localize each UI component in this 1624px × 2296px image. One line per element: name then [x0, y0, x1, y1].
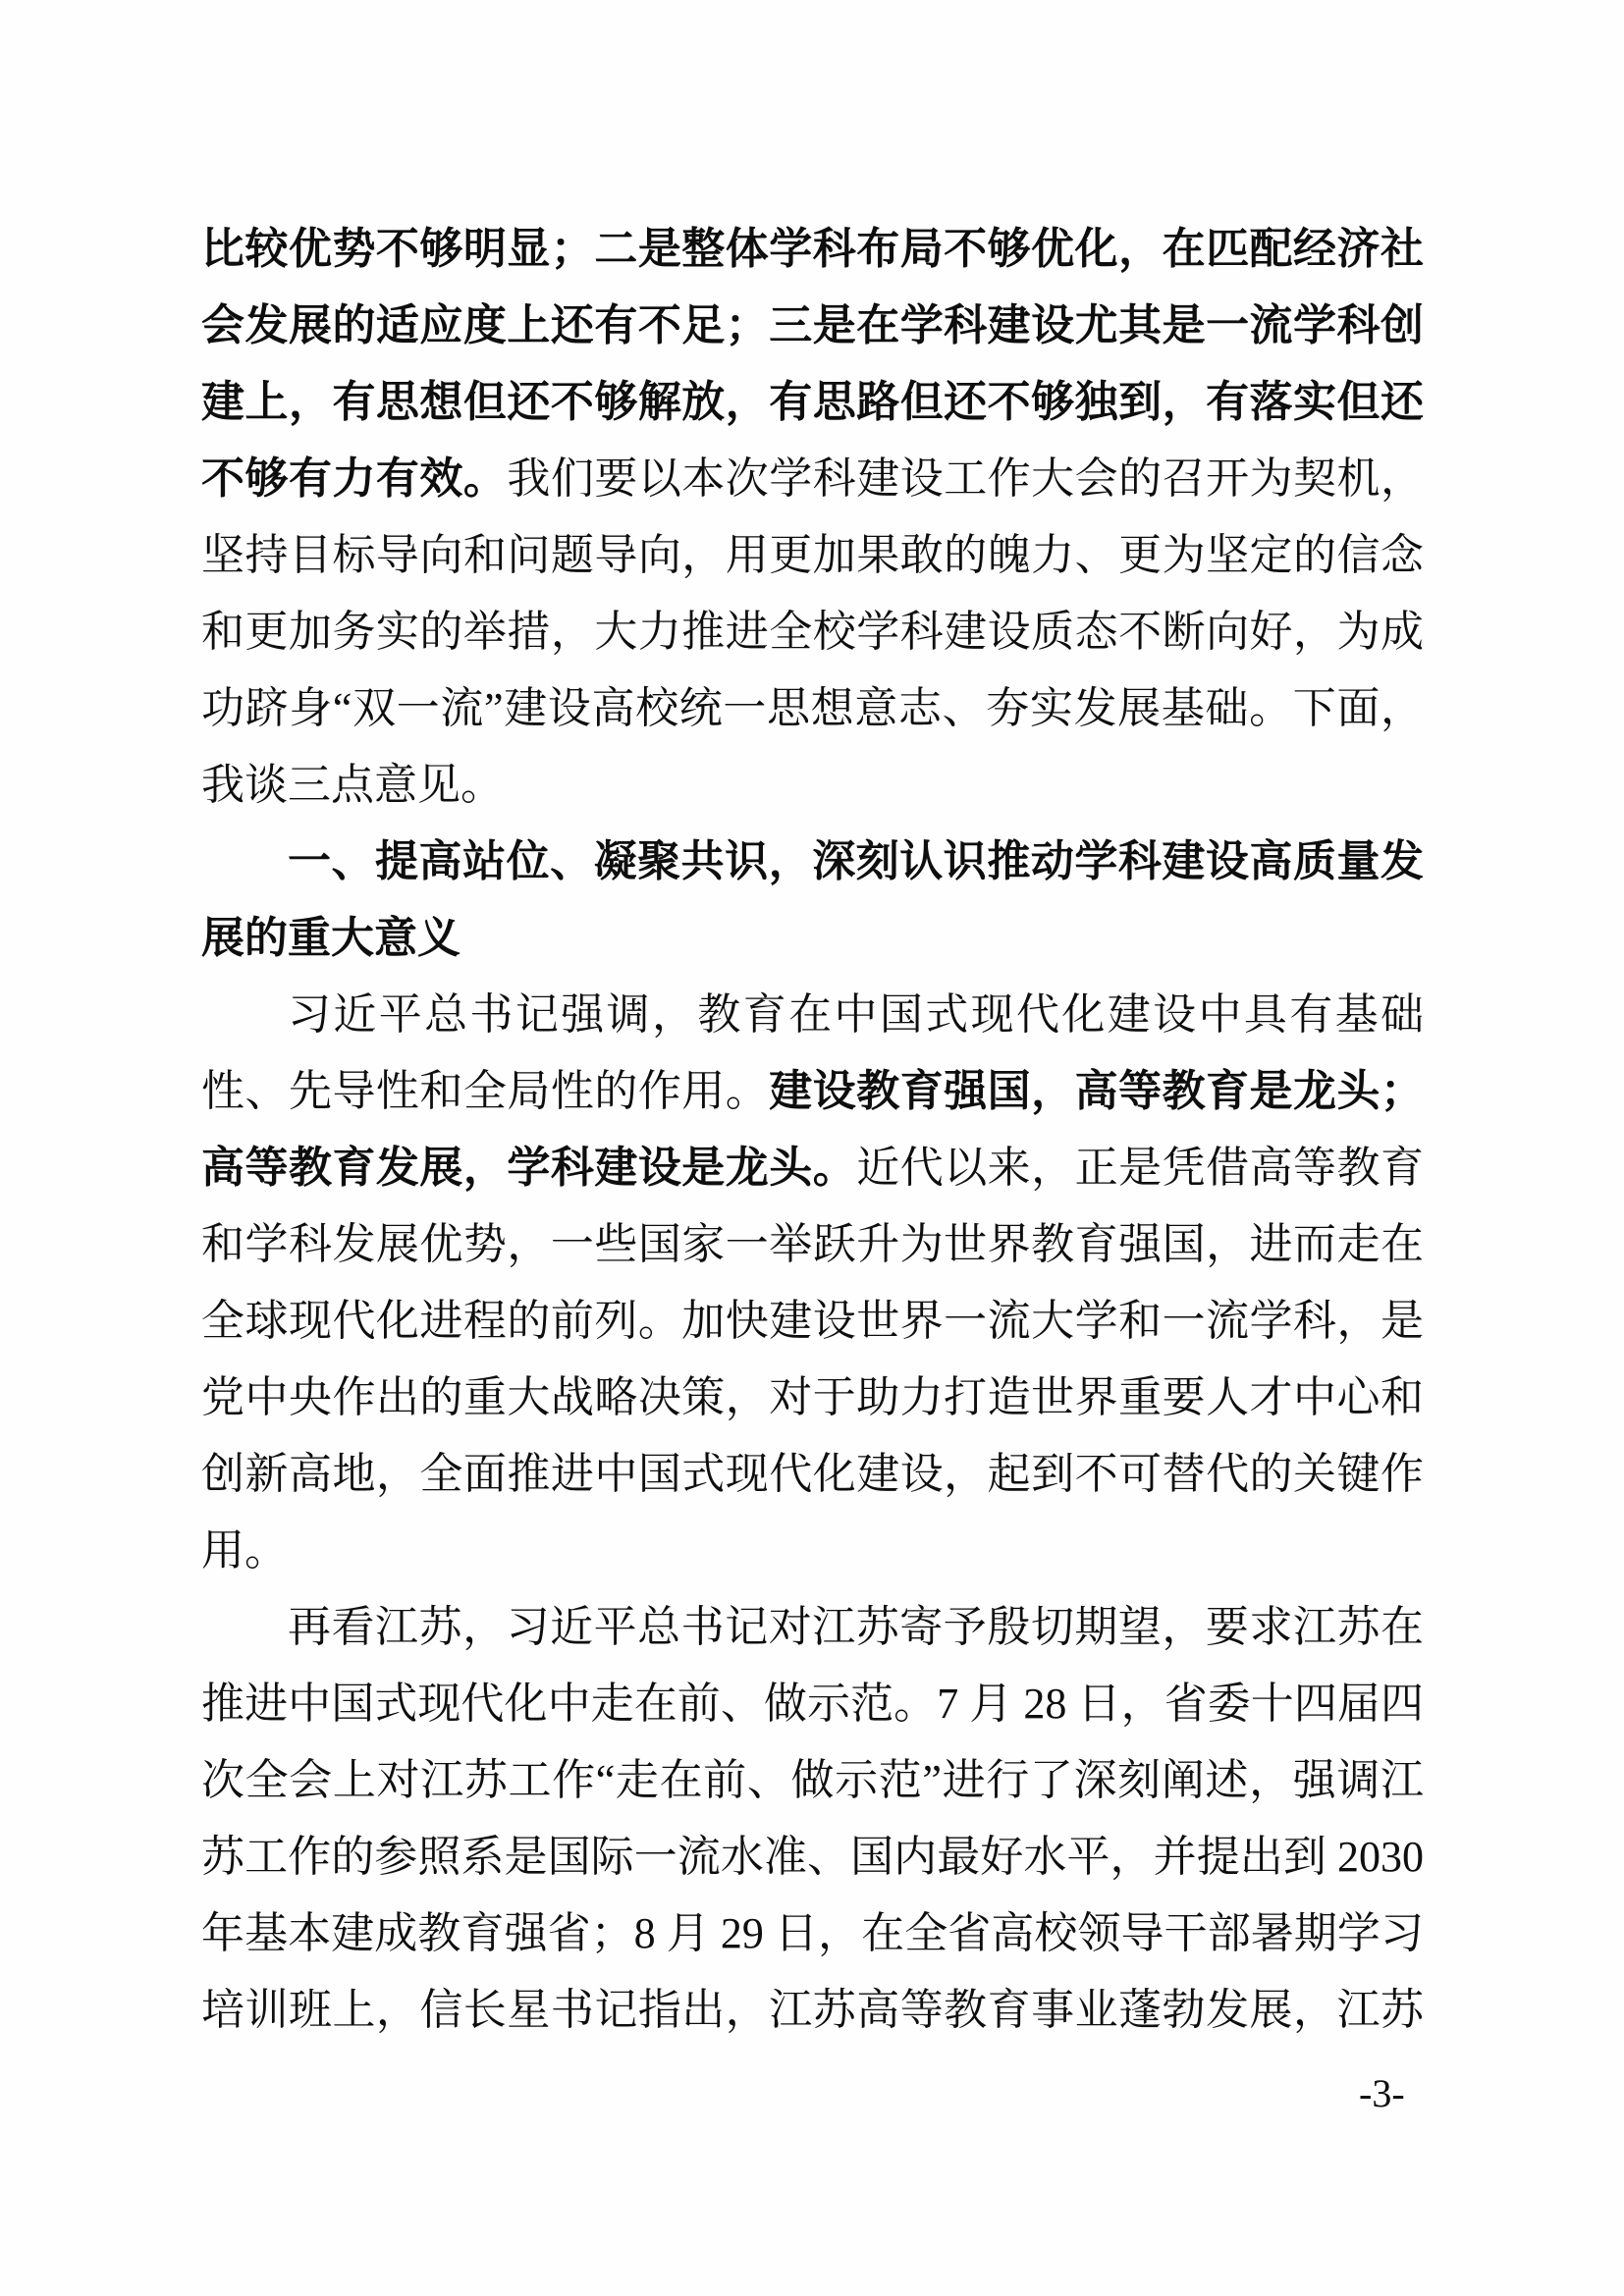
text-segment: 推进中国式现代化中走在前、做示范。7 月 28 日，省委十四届四 [201, 1680, 1424, 1728]
bold-text-segment: 高等教育发展，学科建设是龙头。 [201, 1144, 857, 1192]
text-segment: 我们要以本次学科建设工作大会的召开为契机， [507, 454, 1425, 503]
text-segment: 培训班上，信长星书记指出，江苏高等教育事业蓬勃发展，江苏 [201, 1986, 1424, 2034]
text-line [201, 1360, 1424, 1436]
bold-text-segment: 建上，有思想但还不够解放，有思路但还不够独到，有落实但还 [201, 378, 1424, 426]
text-line [201, 1206, 1424, 1283]
text-line [201, 211, 1424, 288]
text-segment: 和更加务实的举措，大力推进全校学科建设质态不断向好，为成 [201, 608, 1424, 656]
bold-text-segment: 建设教育强国，高等教育是龙头； [769, 1067, 1425, 1115]
text-segment: 全球现代化进程的前列。加快建设世界一流大学和一流学科，是 [201, 1297, 1424, 1345]
text-line [201, 1130, 1424, 1206]
document-text-block [201, 211, 1424, 2049]
text-line [201, 747, 1424, 824]
text-line [201, 1436, 1424, 1513]
text-segment: 功跻身“双一流”建设高校统一思想意志、夯实发展基础。下面， [201, 684, 1424, 732]
heading-text-segment: 一、提高站位、凝聚共识，深刻认识推动学科建设高质量发 [288, 837, 1424, 885]
text-line [201, 594, 1424, 670]
text-line [201, 977, 1424, 1053]
text-segment: 苏工作的参照系是国际一流水准、国内最好水平，并提出到 2030 [201, 1833, 1424, 1881]
text-segment: 和学科发展优势，一些国家一举跃升为世界教育强国，进而走在 [201, 1220, 1424, 1268]
text-segment: 再看江苏，习近平总书记对江苏寄予殷切期望，要求江苏在 [288, 1603, 1424, 1651]
text-segment: 创新高地，全面推进中国式现代化建设，起到不可替代的关键作 [201, 1450, 1424, 1498]
text-line [201, 1742, 1424, 1819]
text-segment: 次全会上对江苏工作“走在前、做示范”进行了深刻阐述，强调江 [201, 1756, 1424, 1804]
text-line [201, 441, 1424, 517]
page-number: -3- [1359, 2071, 1405, 2115]
text-line [201, 1589, 1424, 1666]
text-line [201, 1666, 1424, 1742]
text-segment: 习近平总书记强调，教育在中国式现代化建设中具有基础 [288, 990, 1424, 1039]
text-line [201, 1972, 1424, 2049]
heading-text-segment: 展的重大意义 [201, 914, 460, 962]
bold-text-segment: 比较优势不够明显；二是整体学科布局不够优化，在匹配经济社 [201, 225, 1424, 273]
text-line [201, 1819, 1424, 1896]
text-segment: 用。 [201, 1526, 288, 1575]
section-heading-line [201, 824, 1424, 900]
text-line [201, 517, 1424, 594]
text-line [201, 1513, 1424, 1589]
text-line [201, 1053, 1424, 1130]
text-segment: 坚持目标导向和问题导向，用更加果敢的魄力、更为坚定的信念 [201, 531, 1424, 579]
text-segment: 性、先导性和全局性的作用。 [201, 1067, 770, 1115]
bold-text-segment: 不够有力有效。 [201, 454, 508, 503]
text-segment: 党中央作出的重大战略决策，对于助力打造世界重要人才中心和 [201, 1373, 1424, 1421]
text-line [201, 288, 1424, 364]
bold-text-segment: 会发展的适应度上还有不足；三是在学科建设尤其是一流学科创 [201, 301, 1424, 349]
text-segment: 年基本建成教育强省；8 月 29 日，在全省高校领导干部暑期学习 [201, 1909, 1424, 1957]
text-line [201, 1283, 1424, 1360]
section-heading-line [201, 900, 1424, 977]
text-line [201, 1896, 1424, 1972]
text-segment: 近代以来，正是凭借高等教育 [856, 1144, 1425, 1192]
text-segment: 我谈三点意见。 [201, 761, 504, 809]
text-line [201, 670, 1424, 747]
text-line [201, 364, 1424, 441]
